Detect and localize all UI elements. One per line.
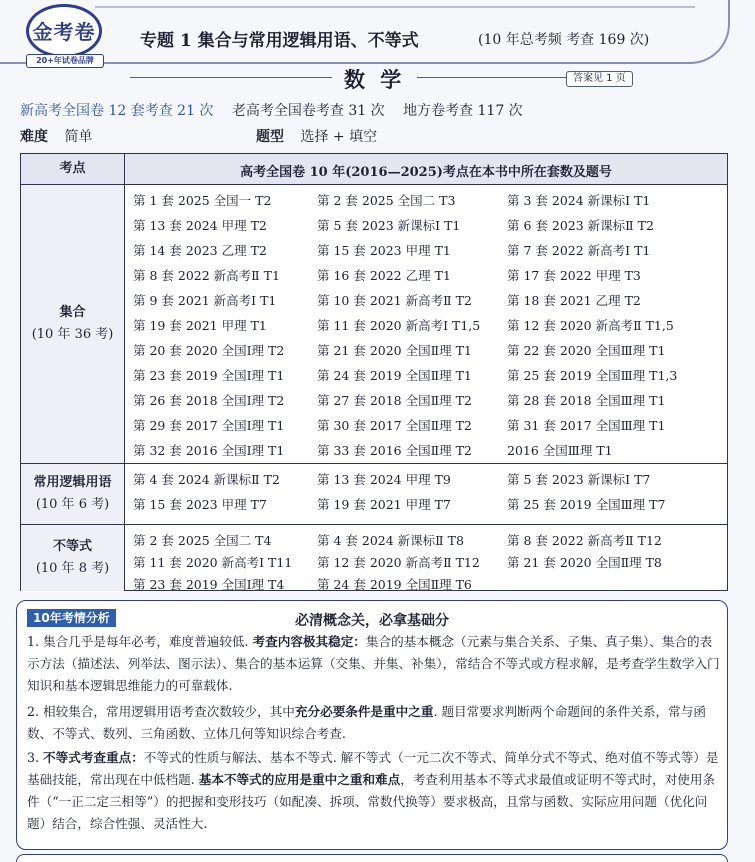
section-sets bbox=[21, 185, 727, 464]
exam-entry: 第 5 套 2023 新课标Ⅰ T7 bbox=[507, 472, 651, 487]
analysis-point-1 bbox=[27, 631, 721, 697]
section-label bbox=[21, 464, 125, 524]
exam-entry: 第 4 套 2024 新课标Ⅱ T2 bbox=[133, 472, 280, 487]
exam-entry: 第 4 套 2024 新课标Ⅱ T8 bbox=[317, 533, 464, 548]
table-header-detail: 高考全国卷 10 年(2016—2025)考点在本书中所在套数及题号 bbox=[240, 165, 612, 180]
exam-entry: 第 10 套 2021 新高考Ⅱ T2 bbox=[317, 293, 472, 308]
exam-entry: 第 3 套 2024 新课标Ⅰ T1 bbox=[507, 193, 651, 208]
exam-points-table bbox=[20, 153, 728, 591]
table-header-row bbox=[21, 154, 727, 185]
exam-entry: 第 24 套 2019 全国Ⅱ理 T6 bbox=[317, 577, 472, 592]
exam-entry: 第 15 套 2023 甲理 T7 bbox=[133, 497, 267, 512]
exam-entry: 第 26 套 2018 全国Ⅰ理 T2 bbox=[133, 393, 285, 408]
point-text: ，考查利用基本不等式求最值或证明不等式时，对使用条件（“一正二定三相等”）的把握和变形技巧（如配凑、拆项、常数代换等）要求极高，且常与函数、实际应用问题（优化问题）结合，综合性强、灵活性大. bbox=[27, 772, 716, 831]
question-type-value: 选择 + 填空 bbox=[300, 129, 378, 145]
exam-entry: 第 13 套 2024 甲理 T2 bbox=[133, 218, 267, 233]
table-header-topic: 考点 bbox=[21, 154, 125, 184]
section-count: (10 年 6 考) bbox=[35, 497, 110, 512]
exam-entry: 第 17 套 2022 甲理 T3 bbox=[507, 268, 641, 283]
exam-entry: 第 1 套 2025 全国一 T2 bbox=[133, 193, 272, 208]
exam-entry: 第 27 套 2018 全国Ⅱ理 T2 bbox=[317, 393, 472, 408]
difficulty-value: 简单 bbox=[64, 129, 93, 145]
exam-entry: 第 2 套 2025 全国二 T4 bbox=[133, 533, 272, 548]
exam-entry: 第 29 套 2017 全国Ⅰ理 T1 bbox=[133, 418, 285, 433]
point-emphasis: 不等式考查重点： bbox=[43, 750, 144, 765]
exam-entry: 第 2 套 2025 全国二 T3 bbox=[317, 193, 456, 208]
exam-entry: 第 24 套 2019 全国Ⅱ理 T1 bbox=[317, 368, 472, 383]
exam-entry: 第 23 套 2019 全国Ⅰ理 T4 bbox=[133, 577, 285, 592]
section-entries bbox=[125, 464, 727, 524]
exam-entry: 第 11 套 2020 新高考Ⅰ T1,5 bbox=[317, 318, 481, 333]
exam-entry: 第 23 套 2019 全国Ⅰ理 T1 bbox=[133, 368, 285, 383]
point-text: 集合的基本概念（元素与集合关系、子集、真子集）、集合的表示方法（描述法、列举法、图示法）、集合的基本运算（交集、并集、补集），常结合不等式或方程求解，是考查学生数学入门知识和基本逻辑思维能力的可靠载体. bbox=[27, 634, 720, 693]
exam-entry: 第 32 套 2016 全国Ⅰ理 T1 bbox=[133, 443, 285, 458]
exam-entry: 第 8 套 2022 新高考Ⅱ T1 bbox=[133, 268, 280, 283]
header-rule bbox=[95, 6, 695, 8]
analysis-point-2 bbox=[27, 701, 721, 745]
next-box-edge bbox=[16, 854, 728, 862]
section-count: (10 年 8 考) bbox=[35, 561, 110, 576]
section-logic bbox=[21, 464, 727, 525]
point-text: 2. 相较集合，常用逻辑用语考查次数较少，其中 bbox=[27, 704, 295, 719]
point-emphasis: 基本不等式的应用是重中之重和难点 bbox=[198, 772, 401, 787]
analysis-point-3 bbox=[27, 747, 721, 835]
exam-stats bbox=[20, 100, 537, 120]
exam-entry: 第 14 套 2023 乙理 T2 bbox=[133, 243, 267, 258]
exam-entry: 第 25 套 2019 全国Ⅲ理 T7 bbox=[507, 497, 666, 512]
point-text: 1. 集合几乎是每年必考，难度普遍较低. bbox=[27, 634, 253, 649]
exam-entry: 第 18 套 2021 乙理 T2 bbox=[507, 293, 641, 308]
exam-entry: 第 20 套 2020 全国Ⅰ理 T2 bbox=[133, 343, 285, 358]
point-text: 不等式的性质与解法、基本不等式. 解不等式（一元二次不等式、简单分式不等式、绝对值不等式等）是基础技能，常出现在中低档题. bbox=[27, 750, 719, 787]
stat-local-exam: 地方卷考查 117 次 bbox=[403, 103, 523, 119]
exam-entry: 第 8 套 2022 新高考Ⅱ T12 bbox=[507, 533, 662, 548]
exam-entry: 第 21 套 2020 全国Ⅱ理 T1 bbox=[317, 343, 472, 358]
analysis-box bbox=[16, 600, 728, 850]
question-type-row bbox=[256, 126, 377, 146]
section-entries bbox=[125, 525, 727, 591]
exam-entry: 第 6 套 2023 新课标Ⅱ T2 bbox=[507, 218, 654, 233]
point-text: 3. bbox=[27, 750, 44, 765]
section-label bbox=[21, 185, 125, 463]
exam-entry: 第 21 套 2020 全国Ⅱ理 T8 bbox=[507, 555, 662, 570]
exam-entry: 第 12 套 2020 新高考Ⅱ T1,5 bbox=[507, 318, 674, 333]
point-emphasis: 考查内容极其稳定： bbox=[252, 634, 366, 649]
exam-entry: 第 13 套 2024 甲理 T9 bbox=[317, 472, 451, 487]
exam-entry: 第 11 套 2020 新高考Ⅰ T11 bbox=[133, 555, 293, 570]
exam-entry: 第 31 套 2017 全国Ⅲ理 T1 bbox=[507, 418, 666, 433]
difficulty-row bbox=[20, 126, 92, 146]
brand-logo bbox=[16, 4, 112, 70]
exam-entry: 第 19 套 2021 甲理 T7 bbox=[317, 497, 451, 512]
exam-entry: 第 16 套 2022 乙理 T1 bbox=[317, 268, 451, 283]
table-header-detail-cell bbox=[125, 154, 727, 184]
exam-entry: 第 30 套 2017 全国Ⅱ理 T2 bbox=[317, 418, 472, 433]
section-name: 集合 bbox=[59, 305, 86, 320]
difficulty-label: 难度 bbox=[20, 129, 48, 145]
section-count: (10 年 36 考) bbox=[31, 327, 114, 342]
exam-entry: 第 5 套 2023 新课标Ⅰ T1 bbox=[317, 218, 461, 233]
exam-entry: 2016 全国Ⅲ理 T1 bbox=[507, 443, 613, 458]
exam-entry: 第 25 套 2019 全国Ⅲ理 T1,3 bbox=[507, 368, 678, 383]
topic-meta: (10 年总考频 考查 169 次) bbox=[478, 32, 650, 48]
exam-entry: 第 9 套 2021 新高考Ⅰ T1 bbox=[133, 293, 277, 308]
question-type-label: 题型 bbox=[256, 129, 284, 145]
section-label bbox=[21, 525, 125, 591]
section-name: 不等式 bbox=[52, 539, 92, 554]
analysis-tag: 10年考情分析 bbox=[27, 609, 116, 627]
exam-entry: 第 22 套 2020 全国Ⅲ理 T1 bbox=[507, 343, 666, 358]
exam-entry: 第 7 套 2022 新高考Ⅰ T1 bbox=[507, 243, 651, 258]
exam-entry: 第 12 套 2020 新高考Ⅱ T12 bbox=[317, 555, 480, 570]
point-text: . 题目常要求判断两个命题间的条件关系，常与函数、不等式、数列、三角函数、立体几何等知识综合考查. bbox=[27, 704, 706, 741]
analysis-title: 必清概念关，必拿基础分 bbox=[295, 613, 449, 629]
exam-entry: 第 28 套 2018 全国Ⅲ理 T1 bbox=[507, 393, 666, 408]
stat-old-exam: 老高考全国卷考查 31 次 bbox=[231, 103, 385, 119]
point-emphasis: 充分必要条件是重中之重 bbox=[294, 704, 434, 719]
topic-title: 专题 1 集合与常用逻辑用语、不等式 bbox=[140, 31, 419, 51]
exam-entry: 第 15 套 2023 甲理 T1 bbox=[317, 243, 451, 258]
logo-tagline: 20+年试卷品牌 bbox=[26, 54, 104, 68]
section-inequality bbox=[21, 525, 727, 591]
logo-text: 金考卷 bbox=[32, 20, 96, 44]
exam-entry: 第 19 套 2021 甲理 T1 bbox=[133, 318, 267, 333]
stat-new-exam: 新高考全国卷 12 套考查 21 次 bbox=[20, 103, 214, 119]
section-name: 常用逻辑用语 bbox=[33, 475, 112, 490]
answer-reference: 答案见 1 页 bbox=[566, 71, 633, 87]
subject-title: 数 学 bbox=[332, 64, 417, 94]
exam-entry: 第 33 套 2016 全国Ⅱ理 T2 bbox=[317, 443, 472, 458]
section-entries bbox=[125, 185, 727, 463]
